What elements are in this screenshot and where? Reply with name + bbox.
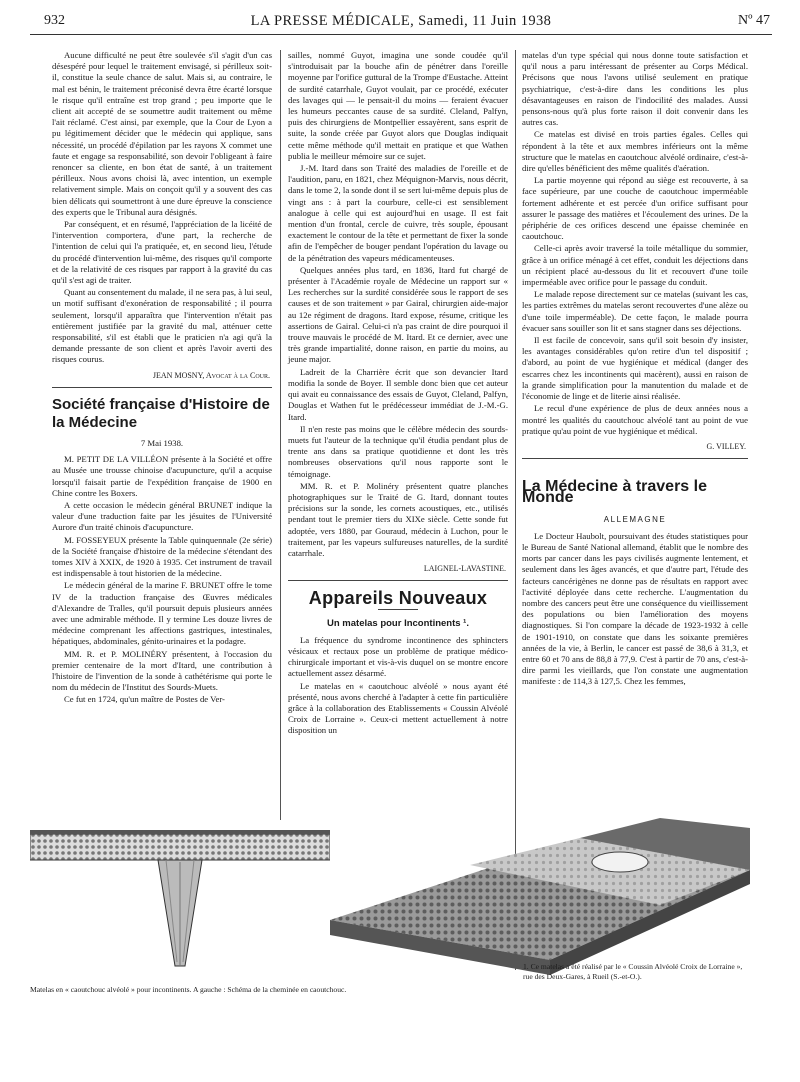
section-title: Société française d'Histoire de la Médecine xyxy=(52,395,270,431)
paragraph: J.-M. Itard dans son Traité des maladies de l'oreille et de l'audition, paru, en 1821, chez Méquignon-Marvis, nous décrit, dans le tome 2, la sonde dont il se sert lui-même depuis plus de vingt ans : à part la courbure, celle-ci est sensiblement analogue à celle qui est aujourd'hui en usage. Il est fait mention d'un frontal, cercle de cuivre, très souple, épousant exactement le contour de la tête et permettant de fixer la sonde afin de l'empêcher de bouger pendant l'opération du lavage ou de la pénétration des vapeurs médicamenteuses. xyxy=(288,163,508,263)
journal-title: LA PRESSE MÉDICALE, Samedi, 11 Juin 1938 xyxy=(250,13,552,29)
section-divider xyxy=(52,387,272,388)
paragraph: Le matelas en « caoutchouc alvéolé » nous ayant été présenté, nous avons cherché à l'adapter à cette fin particulière grâce à la collaboration des Etablissements « Coussin Alvéolé Croix de Lorraine ». Ceux-ci mettent actuellement à notre disposition un xyxy=(288,680,508,736)
page-number: 932 xyxy=(44,13,65,28)
paragraph: Il n'en reste pas moins que le célèbre médecin des sourds-muets fut l'auteur de la technique qu'il étudia pendant plus de trente ans dans sa pratique quotidienne et dont les très nombreuses observations qu'il nous rapporte sont le témoignage. xyxy=(288,423,508,479)
author-signature: G. VILLEY. xyxy=(706,441,746,451)
section-divider xyxy=(522,458,748,459)
column-1 xyxy=(52,50,272,707)
paragraph: Ce matelas est divisé en trois parties égales. Celles qui répondent à la tête et aux membres inférieurs ont la même structure que le matelas en caoutchouc alvéolé ordinaire, c'est-à-dire qu'elles bénéficient des même qualités d'aération. xyxy=(522,129,748,174)
paragraph: matelas d'un type spécial qui nous donne toute satisfaction et qu'il nous a paru intéressant de présenter au Corps Médical. Précisons que nous l'avons utilisé seulement en pratique psychiatrique, c'est-à-dire dans les conditions les plus désavantageuses en raison de l'indocilité des malades. Aussi pensons-nous qu'à plus forte raison il doit convenir dans les autres cas. xyxy=(522,50,748,128)
title-underline xyxy=(378,609,418,610)
section-title: La Médecine à travers le Monde xyxy=(522,478,707,507)
paragraph: MM. R. et P. Molinéry présentent quatre planches photographiques sur le Traité de G. Itard, donnant toutes précisions sur la sonde, les cornets acoustiques, etc., utilisés pendant tout le premier tiers du XIXe siècle. Cette sonde fut adoptée, vers 1880, par Gouraud, médecin à Luchon, pour le traitement, par les vapeurs sulfureuses naturelles, de la surdité catarrhale. xyxy=(288,480,508,558)
paragraph: A cette occasion le médecin général BRUNET indique la valeur d'une traduction faite par les jésuites de l'Université Aurore d'un traité chinois d'acupuncture. xyxy=(52,499,272,533)
mattress-photo-figure xyxy=(330,810,750,985)
column-3 xyxy=(522,50,748,689)
paragraph: MM. R. et P. MOLINÉRY présentent, à l'occasion du premier centenaire de la mort d'Itard, une contribution à l'histoire de l'invention de la sonde à cathétérisme qui porte le nom du médecin de l'Institut des Sourds-Muets. xyxy=(52,648,272,693)
session-date: 7 Mai 1938. xyxy=(140,437,184,448)
country-heading: ALLEMAGNE xyxy=(603,514,667,524)
paragraph: Celle-ci après avoir traversé la toile métallique du sommier, grâce à un orifice ménagé à cet effet, conduit les déjections dans un récipient placé au-dessous du lit et recouvert d'une toile imperméable avec orifice pour le passage du conduit. xyxy=(522,243,748,288)
column-divider xyxy=(280,50,281,820)
issue-number: Nº 47 xyxy=(738,13,770,28)
paragraph: La partie moyenne qui répond au siège est recouverte, à sa face supérieure, par une couche de caoutchouc imperméable fortement adhérente et est percée d'un orifice suffisant pour assurer le passage des matières et l'écoulement des urines. De la périphérie de ces orifices descend une épaisse cheminée en caoutchouc. xyxy=(522,175,748,242)
page-header xyxy=(30,8,772,35)
chimney-schematic-figure xyxy=(30,826,330,978)
paragraph: Aucune difficulté ne peut être soulevée s'il s'agit d'un cas désespéré pour lequel le traitement envisagé, si périlleux soit-il, constitue la seule chance de salut. Mais si, au contraire, le mal est bénin, le traitement préconisé devra être écarté lorsque le risque qu'il entraîne est trop grand ; peu importe que le client ait accepté de se soumettre audit traitement ou même l'ait réclamé. C'est ainsi, par exemple, que la Cour de Lyon a pu légitimement décider que le médecin qui applique, sans nécessité, un procédé d'épilation par les rayons X commet une faute et engage sa responsabilité, son devoir l'obligeant à faire renoncer sa cliente, en bon état de santé, à un traitement périlleux. Nous avons choisi là, avec intention, un exemple relativement simple. Mais on conçoit qu'il y a souvent des cas bien délicats qui soumettront à une dure épreuve la conscience des experts que le Tribunal aura désignés. xyxy=(52,50,272,217)
paragraph: M. FOSSEYEUX présente la Table quinquennale (2e série) de la Société française d'histoire de la médecine s'étendant des tomes XIV à XXIX, de 1920 à 1935. Cet instrument de travail est indispensable à tout historien de la médecine. xyxy=(52,534,272,579)
paragraph: M. PETIT DE LA VILLÉON présente à la Société et offre au Musée une trousse chinoise d'acupuncture, qu'il a acquise lorsqu'il faisait partie de l'expédition française de 1900 en Chine contre les Boxers. xyxy=(52,454,272,498)
article-subtitle: Un matelas pour Incontinents ¹. xyxy=(327,617,469,629)
paragraph: Par conséquent, et en résumé, l'appréciation de la licéité de l'intervention comportera, d'une part, la recherche de l'intention de celui qui l'a pratiquée, et, en second lieu, l'étude du procédé d'intervention lui-même, des risques qu'il comporte et de la relativité de ces risques par rapport à la gravité du cas qu'il s'est agi de traiter. xyxy=(52,219,272,286)
author-signature: LAIGNEL-LAVASTINE. xyxy=(423,564,506,574)
paragraph: Le Docteur Haubolt, poursuivant des études statistiques pour le Bureau de Santé National allemand, établit que le nombre des morts par cancer dans les pays civilisés augmente lentement, et seulement dans les âges avancés, et que d'autre part, l'étude des facteurs cancérigènes ne donne pas de résultats en rapport avec l'activité déployée dans cette recherche. L'augmentation du nombre des cancers peut être une conséquence du vieillissement des populations ou bien l'amélioration des moyens diagnostiques. Si l'on compare la décade de 1923-1932 à celle de 1901-1910, on constate que dans les soixante premières années de la vie, à Berlin, le cancer est passé de 38,6 à 31,3, et entre 60 et 70 ans de 88,8 à 77,9. C'est à partir de 70 ans, c'est-à-dire parmi les vieillards, que l'on constate une augmentation manifeste : de 114,3 à 127,5. Chez les femmes, xyxy=(522,530,748,687)
section-divider xyxy=(288,580,508,581)
author-signature: JEAN MOSNY, Avocat à la Cour. xyxy=(152,370,270,380)
paragraph: Ce fut en 1724, qu'un maître de Postes de Ver- xyxy=(64,694,225,705)
paragraph: Quelques années plus tard, en 1836, Itard fut chargé de présenter à l'Académie royale de Médecine un rapport sur « Les recherches sur la surdité considérée sous le rapport de ses causes et de son traitement » par Gairal, chirurgien aide-major au 12e régiment de dragons. Itard expose, résume, critique les assertions de Gairal. Celui-ci n'a pas craint de dire pourquoi il trouve mauvais le procédé de M. Itard. Et ce dernier, avec une très grande impartialité, donne raison, en partie du moins, au jeune major. xyxy=(288,264,508,365)
section-title: Appareils Nouveaux xyxy=(308,588,488,609)
paragraph: La fréquence du syndrome incontinence des sphincters vésicaux et rectaux pose un problème de pratique médico-chirurgicale important et vis-à-vis duquel on se montre encore actuellement assez désarmé. xyxy=(288,634,508,679)
paragraph: Le malade repose directement sur ce matelas (suivant les cas, les parties extrêmes du matelas seront recouvertes d'une alèze ou d'une toile imperméable). De cette façon, le malade pourra évacuer sans souiller son lit et sans stagner dans ses déjections. xyxy=(522,289,748,333)
paragraph: Quant au consentement du malade, il ne sera pas, à lui seul, un motif suffisant d'exonération de responsabilité ; il pourra seulement, lorsqu'il apparaîtra que l'intervention n'était pas entièrement justifiée par la gravité du mal, atténuer cette responsabilité, s'il est établi que le praticien n'a agi qu'à la demande pressante de son client et après l'avoir averti des risques courus. xyxy=(52,287,272,365)
paragraph: Il est facile de concevoir, sans qu'il soit besoin d'y insister, les avantages considérables qu'on retire d'un tel dispositif ; d'abord, au point de vue hygiénique et médical (danger des escarres chez les incontinents qui macèrent), aussi en raison de la grande simplification pour la manutention du malade et de l'économie de linge et de literie ainsi réalisée. xyxy=(522,335,748,402)
paragraph: sailles, nommé Guyot, imagina une sonde coudée qu'il s'introduisait par la bouche afin de pénétrer dans l'oreille moyenne par l'orifice guttural de la Trompe d'Eustache. Atteint de surdité catarrhale, Guyot voulait, par ce procédé, exécuter des lavages qui — le pensait-il du moins — feraient évacuer les humeurs peccantes cause de sa surdité. Cleland, Palfyn, puis des chirurgiens de Montpellier essayèrent, sans esprit de suite, la sonde créée par Guyot alors que Douglas indiquait cette même méthode qu'il mettait en pratique et que Wathen publia le meilleur mémoire sur ce sujet. xyxy=(288,50,508,161)
column-2 xyxy=(288,50,508,738)
figure-caption: Matelas en « caoutchouc alvéolé » pour incontinents. A gauche : Schéma de la cheminée en caoutchouc. xyxy=(30,985,347,994)
paragraph: Le recul d'une expérience de plus de deux années nous a montré les qualités du caoutchouc alvéolé tant au point de vue pratique qu'au point de vue hygiénique et médical. xyxy=(522,403,748,436)
paragraph: Ladreit de la Charrière écrit que son devancier Itard modifia la sonde de Boyer. Il semble donc bien que cet auteur qui avait eu connaissance des essais de Guyot, Cleland, Palfyn, Douglas et Wathen fut le prédécesseur immédiat de J.-M.-G. Itard. xyxy=(288,366,508,422)
paragraph: Le médecin général de la marine F. BRUNET offre le tome IV de la traduction française des Œuvres médicales d'Alexandre de Tralles, qu'il poursuit depuis plusieurs années avec une admirable méthode. Il y termine Les douze livres de médecine comprenant les affections gastriques, intestinales, hépatiques, abdominales, génito-urinaires et la podagre. xyxy=(52,580,272,647)
footnote: 1. Ce matelas a été réalisé par le « Coussin Alvéolé Croix de Lorraine », rue des Deux-Gares, à Rueil (S.-et-O.). xyxy=(523,962,743,981)
